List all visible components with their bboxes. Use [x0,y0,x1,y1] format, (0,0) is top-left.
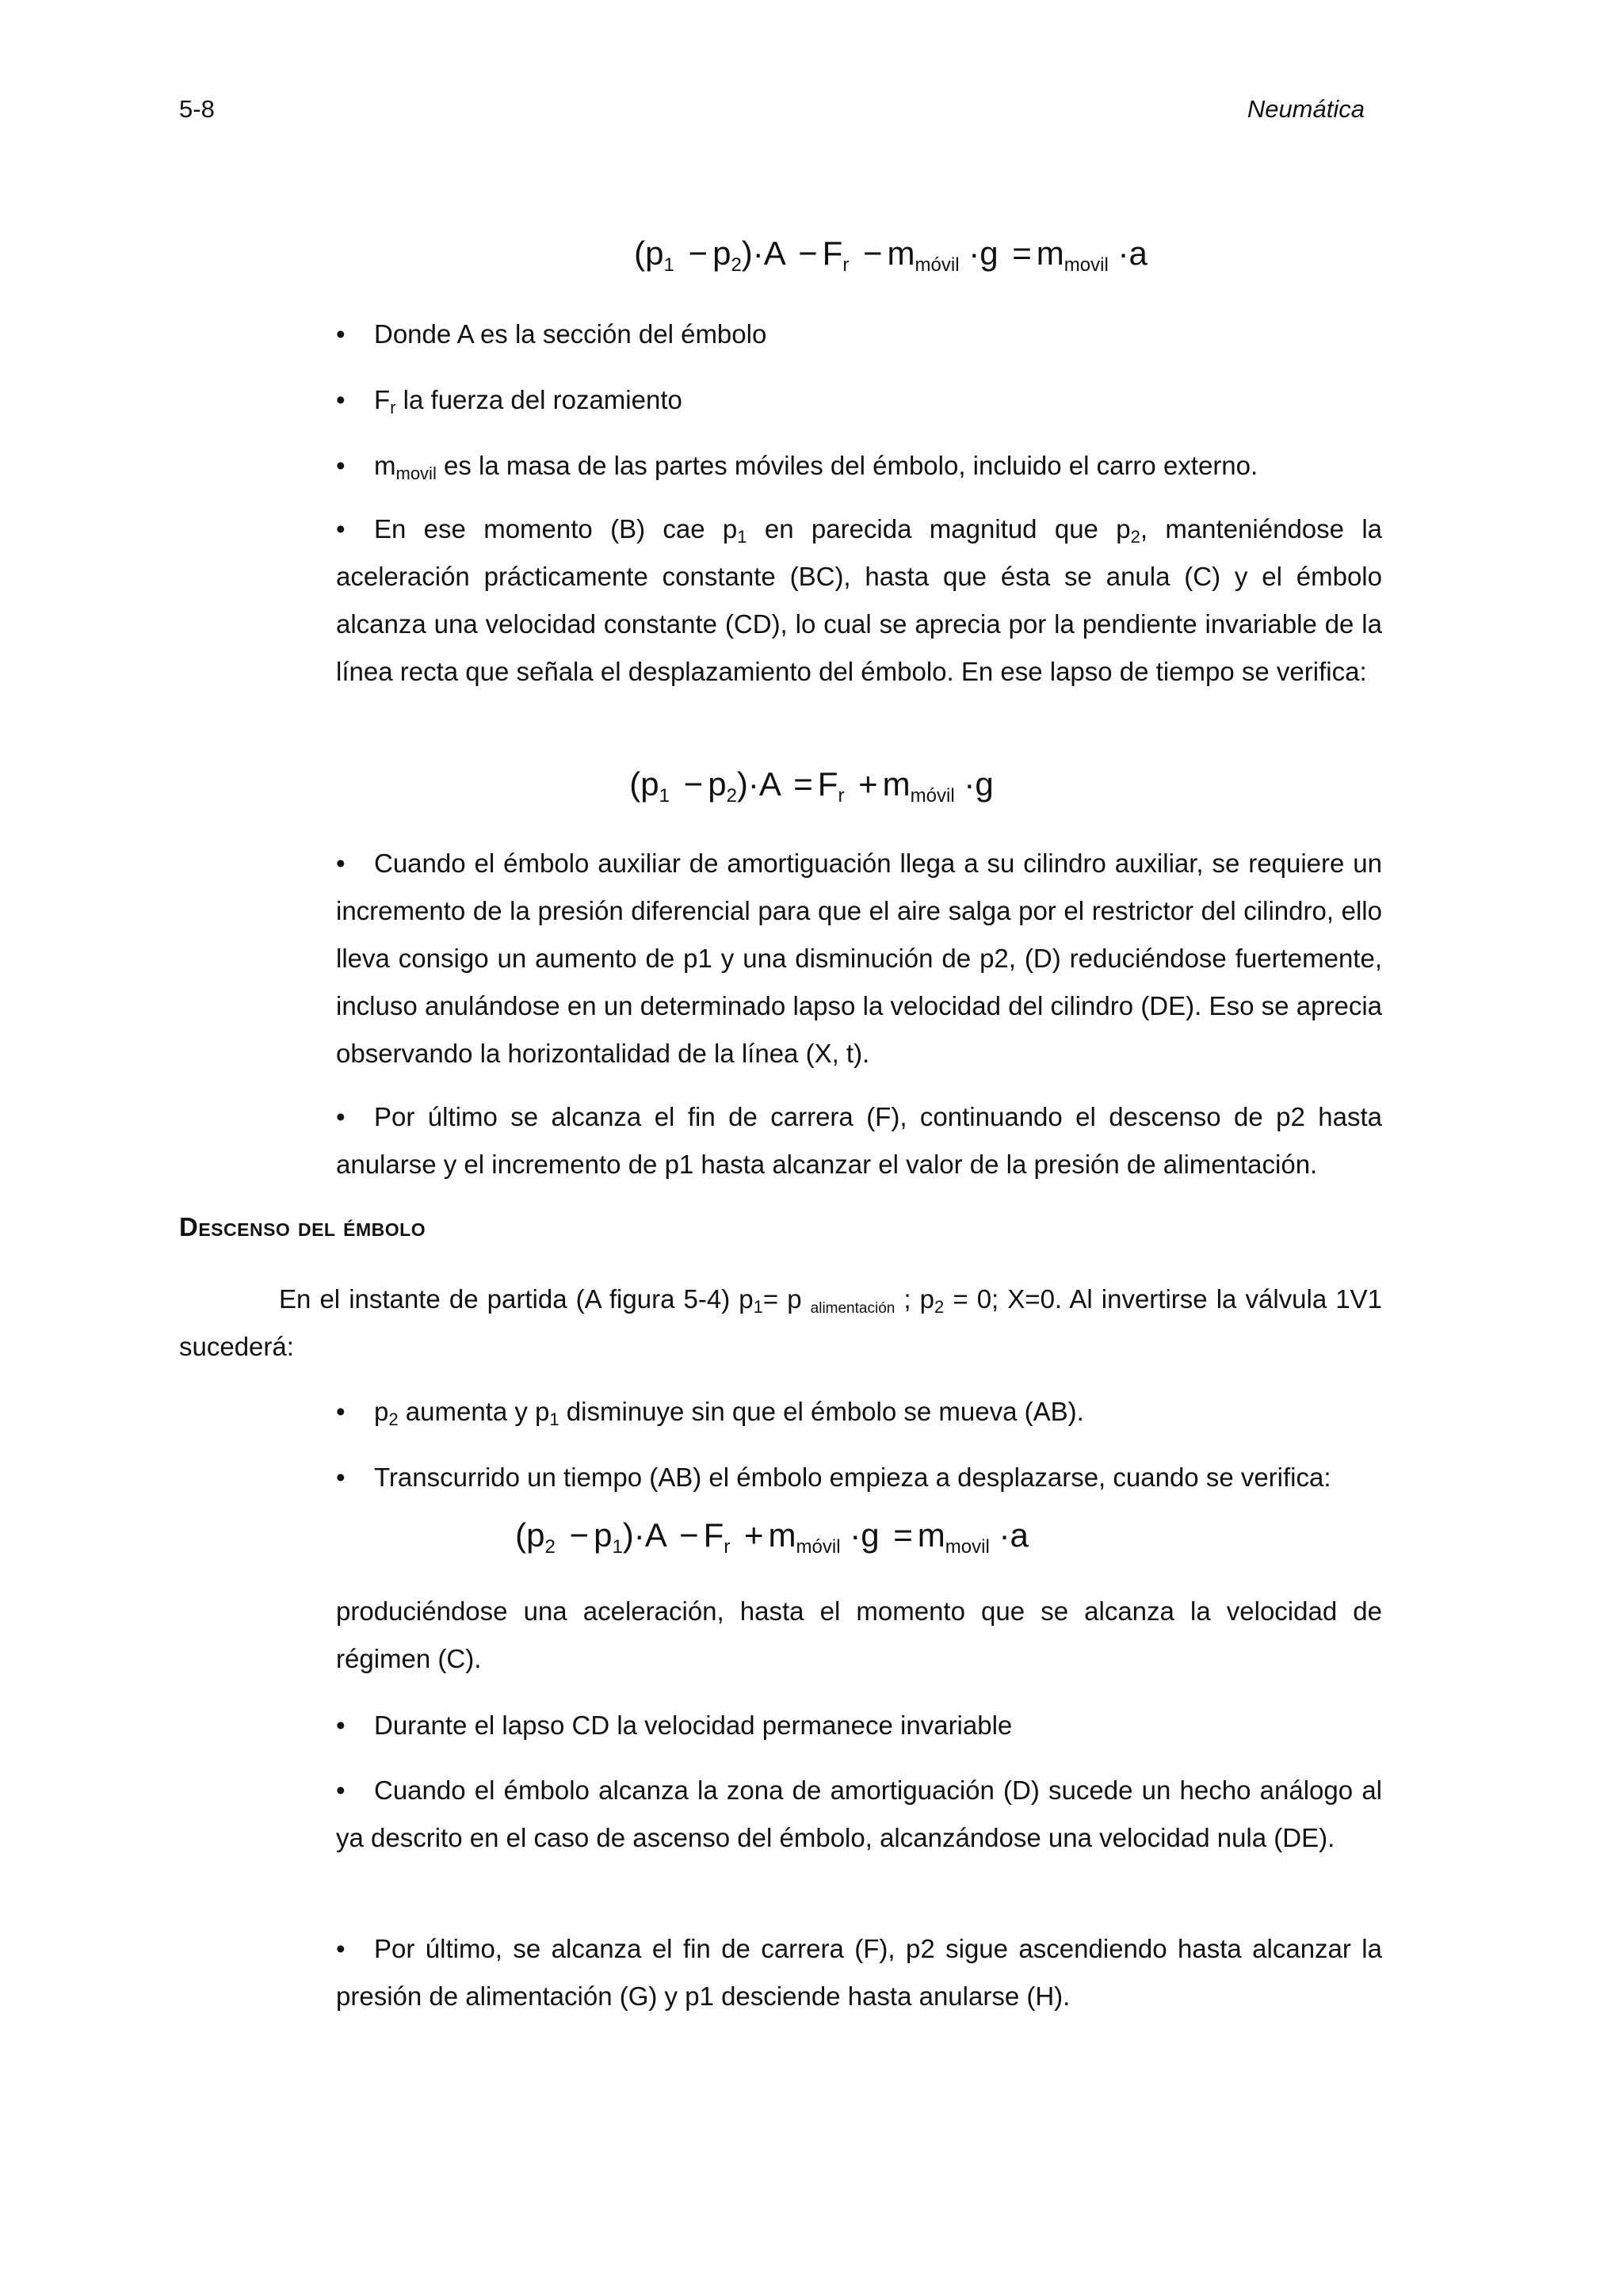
list-item: • Donde A es la sección del émbolo [336,311,1382,358]
bullet-icon: • [336,1463,346,1492]
list-item: • Por último se alcanza el fin de carrera (F), continuando el descenso de p2 hasta anularse y el incremento de p1 hasta alcanzar el valor de la presión de alimentación. [336,1093,1382,1188]
section-paragraph: En el instante de partida (A figura 5-4) $p_1= p$ $_{alimentación}$ ; $p_2 = 0$; X=0. Al invertirse la válvula 1V1 sucederá: [179,1284,1382,1361]
running-title: Neumática [1247,95,1365,123]
list-item: • Durante el lapso CD la velocidad permanece invariable [336,1702,1382,1749]
equation-force-balance-descent: $(p_2 - p_1)\cdot A - F_r + m_{móvil} \cdot g = m_{movil} \cdot a$ [515,1516,1029,1558]
list-item: • En ese momento (B) cae $p_1$ en parecida magnitud que $p_2$, manteniéndose la aceleración prácticamente constante (BC), hasta que ésta se anula (C) y el émbolo alcanza una velocidad constante (CD), lo cual se aprecia por la pendiente invariable de la línea recta que señala el desplazamiento del émbolo. En ese lapso de tiempo se verifica: [336,505,1382,696]
bullet-icon: • [336,385,346,414]
bullet-icon: • [336,1102,346,1131]
bullet-icon: • [336,514,346,543]
list-item: • $p_2$ aumenta y $p_1$ disminuye sin que el émbolo se mueva (AB). [336,1388,1382,1436]
list-item: • Transcurrido un tiempo (AB) el émbolo empieza a desplazarse, cuando se verifica: [336,1454,1382,1501]
bullet-icon: • [336,319,346,349]
bullet-icon: • [336,1711,346,1740]
bullet-icon: • [336,1775,346,1805]
list-item: • Cuando el émbolo auxiliar de amortiguación llega a su cilindro auxiliar, se requiere un incremento de la presión diferencial para que el aire salga por el restrictor del cilindro, ello lleva consigo un aumento de p1 y una disminución de p2, (D) reduciéndose fuertemente, incluso anulándose en un determinado lapso la velocidad del cilindro (DE). Eso se aprecia observando la horizontalidad de la línea (X, t). [336,840,1382,1077]
bullet-icon: • [336,1397,346,1426]
paragraph-after-equation: produciéndose una aceleración, hasta el momento que se alcanza la velocidad de régimen (C). [336,1596,1382,1673]
bullet-icon: • [336,451,346,480]
equation-force-balance-ascent: $(p_1 - p_2)\cdot A - F_r - m_{móvil} \cdot g = m_{movil} \cdot a$ [634,235,1148,276]
section-heading: Descenso del émbolo [179,1212,426,1241]
page-number: 5-8 [179,95,215,123]
equation-force-balance-constant-velocity: $(p_1 - p_2)\cdot A = F_r + m_{móvil} \cdot g$ [629,765,994,807]
bullet-icon: • [336,1934,346,1963]
bullet-icon: • [336,849,346,878]
list-item: • $m_{movil}$ es la masa de las partes móviles del émbolo, incluido el carro externo. [336,442,1382,490]
list-item: • $F_r$ la fuerza del rozamiento [336,376,1382,424]
list-item: • Cuando el émbolo alcanza la zona de amortiguación (D) sucede un hecho análogo al ya descrito en el caso de ascenso del émbolo, alcanzándose una velocidad nula (DE). [336,1767,1382,1862]
list-item: • Por último, se alcanza el fin de carrera (F), p2 sigue ascendiendo hasta alcanzar la presión de alimentación (G) y p1 desciende hasta anularse (H). [336,1925,1382,2020]
